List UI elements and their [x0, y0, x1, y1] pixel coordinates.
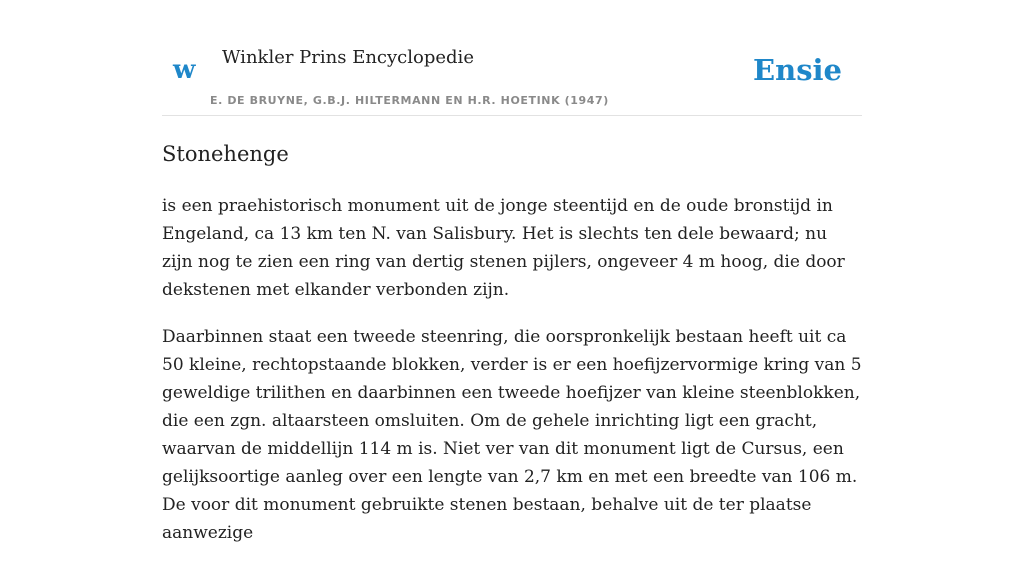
article-paragraph: Daarbinnen staat een tweede steenring, die oorspronkelijk bestaan heeft uit ca 50 kleine, rechtopstaande blokken, verder is er een hoefijzervormige kring van 5 geweldige trilithen en daarbinnen een tweede hoefijzer van kleine steenblokken, die een zgn. altaarsteen omsluiten. Om de gehele inrichting ligt een gracht, waarvan de middellijn 114 m is. Niet ver van dit monument ligt de Cursus, een gelijksoortige aanleg over een lengte van 2,7 km en met een breedte van 106 m. De voor dit monument gebruikte stenen bestaan, behalve uit de ter plaatse aanwezige	[162, 327, 862, 543]
source-authors: E. DE BRUYNE, G.B.J. HILTERMANN EN H.R. HOETINK (1947)	[210, 94, 609, 107]
article-title: Stonehenge	[162, 142, 289, 166]
site-header	[162, 0, 862, 116]
source-title-link[interactable]: Winkler Prins Encyclopedie	[222, 47, 474, 68]
article-body	[162, 192, 862, 566]
winkler-prins-logo-icon[interactable]: w	[173, 55, 196, 85]
ensie-logo-link[interactable]: Ensie	[753, 53, 842, 87]
article-paragraph: is een praehistorisch monument uit de jonge steentijd en de oude bronstijd in Engeland, ca 13 km ten N. van Salisbury. Het is slechts ten dele bewaard; nu zijn nog te zien een ring van dertig stenen pijlers, ongeveer 4 m hoog, die door dekstenen met elkander verbonden zijn.	[162, 196, 845, 300]
page	[162, 0, 862, 543]
